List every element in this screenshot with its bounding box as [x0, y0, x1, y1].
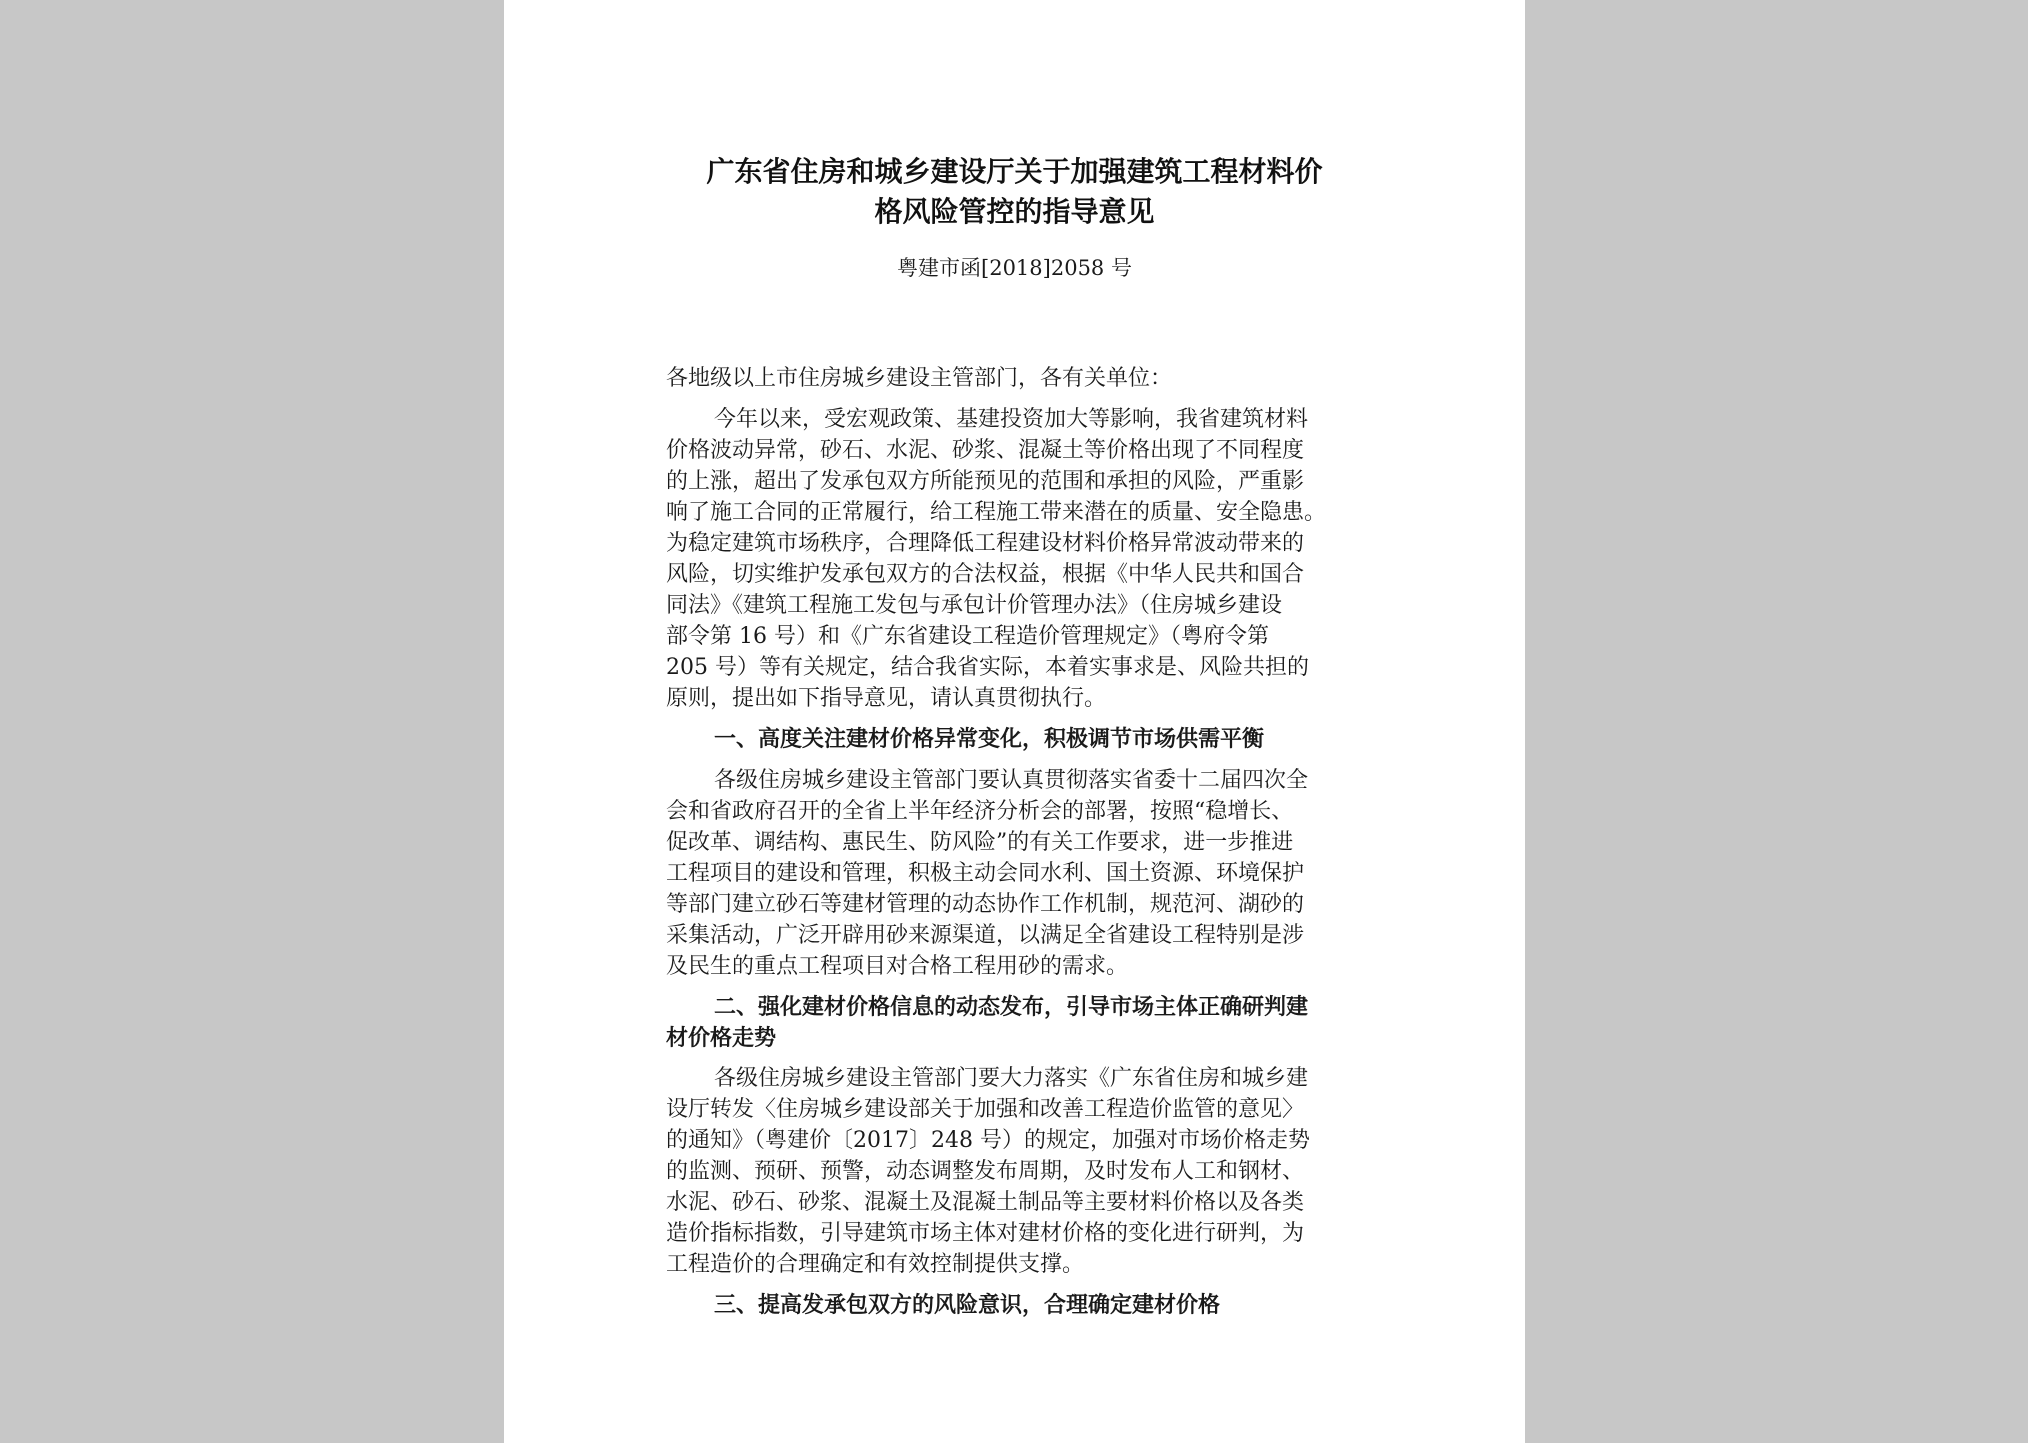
section-heading-2-line-1: 二、强化建材价格信息的动态发布，引导市场主体正确研判建: [714, 994, 1309, 1020]
para1-line: 部令第 16 号）和《广东省建设工程造价管理规定》（粤府令第: [666, 624, 1269, 649]
document-page: [504, 0, 1525, 1443]
document-number: 粤建市函[2018]2058 号: [897, 256, 1132, 280]
para2-line: 及民生的重点工程项目对合格工程用砂的需求。: [666, 954, 1129, 979]
para3-line: 造价指标指数，引导建筑市场主体对建材价格的变化进行研判，为: [666, 1221, 1305, 1246]
para1-line: 风险，切实维护发承包双方的合法权益，根据《中华人民共和国合: [666, 562, 1305, 587]
para1-line: 今年以来，受宏观政策、基建投资加大等影响，我省建筑材料: [714, 407, 1309, 432]
section-heading-2-line-2: 材价格走势: [666, 1025, 777, 1051]
para3-line: 水泥、砂石、砂浆、混凝土及混凝土制品等主要材料价格以及各类: [666, 1190, 1305, 1215]
document-title-line-2: 格风险管控的指导意见: [874, 195, 1155, 228]
para2-line: 促改革、调结构、惠民生、防风险”的有关工作要求，进一步推进: [666, 830, 1294, 855]
document-title-line-1: 广东省住房和城乡建设厅关于加强建筑工程材料价: [706, 155, 1323, 188]
para1-line: 205 号）等有关规定，结合我省实际，本着实事求是、风险共担的: [666, 655, 1309, 680]
para3-line: 设厅转发〈住房城乡建设部关于加强和改善工程造价监管的意见〉: [666, 1097, 1305, 1122]
para2-line: 工程项目的建设和管理，积极主动会同水利、国土资源、环境保护: [666, 861, 1305, 886]
section-heading-1: 一、高度关注建材价格异常变化，积极调节市场供需平衡: [714, 726, 1265, 752]
para2-line: 采集活动，广泛开辟用砂来源渠道，以满足全省建设工程特别是涉: [666, 923, 1305, 948]
section-heading-3: 三、提高发承包双方的风险意识，合理确定建材价格: [714, 1292, 1221, 1318]
para3-line: 的监测、预研、预警，动态调整发布周期，及时发布人工和钢材、: [666, 1159, 1305, 1184]
para3-line: 工程造价的合理确定和有效控制提供支撑。: [666, 1252, 1085, 1277]
para1-line: 的上涨，超出了发承包双方所能预见的范围和承担的风险，严重影: [666, 469, 1305, 494]
para1-line: 价格波动异常，砂石、水泥、砂浆、混凝土等价格出现了不同程度: [666, 438, 1305, 463]
para1-line: 响了施工合同的正常履行，给工程施工带来潜在的质量、安全隐患。: [666, 500, 1327, 525]
para1-line: 同法》《建筑工程施工发包与承包计价管理办法》（住房城乡建设: [666, 593, 1283, 618]
para3-line: 的通知》（粤建价〔2017〕248 号）的规定，加强对市场价格走势: [666, 1128, 1310, 1153]
para1-line: 原则，提出如下指导意见，请认真贯彻执行。: [666, 686, 1107, 711]
para3-line: 各级住房城乡建设主管部门要大力落实《广东省住房和城乡建: [714, 1066, 1309, 1091]
para2-line: 各级住房城乡建设主管部门要认真贯彻落实省委十二届四次全: [714, 768, 1309, 793]
para1-line: 为稳定建筑市场秩序，合理降低工程建设材料价格异常波动带来的: [666, 531, 1305, 556]
salutation: 各地级以上市住房城乡建设主管部门，各有关单位：: [666, 366, 1173, 391]
para2-line: 会和省政府召开的全省上半年经济分析会的部署，按照“稳增长、: [666, 799, 1294, 824]
para2-line: 等部门建立砂石等建材管理的动态协作工作机制，规范河、湖砂的: [666, 892, 1305, 917]
